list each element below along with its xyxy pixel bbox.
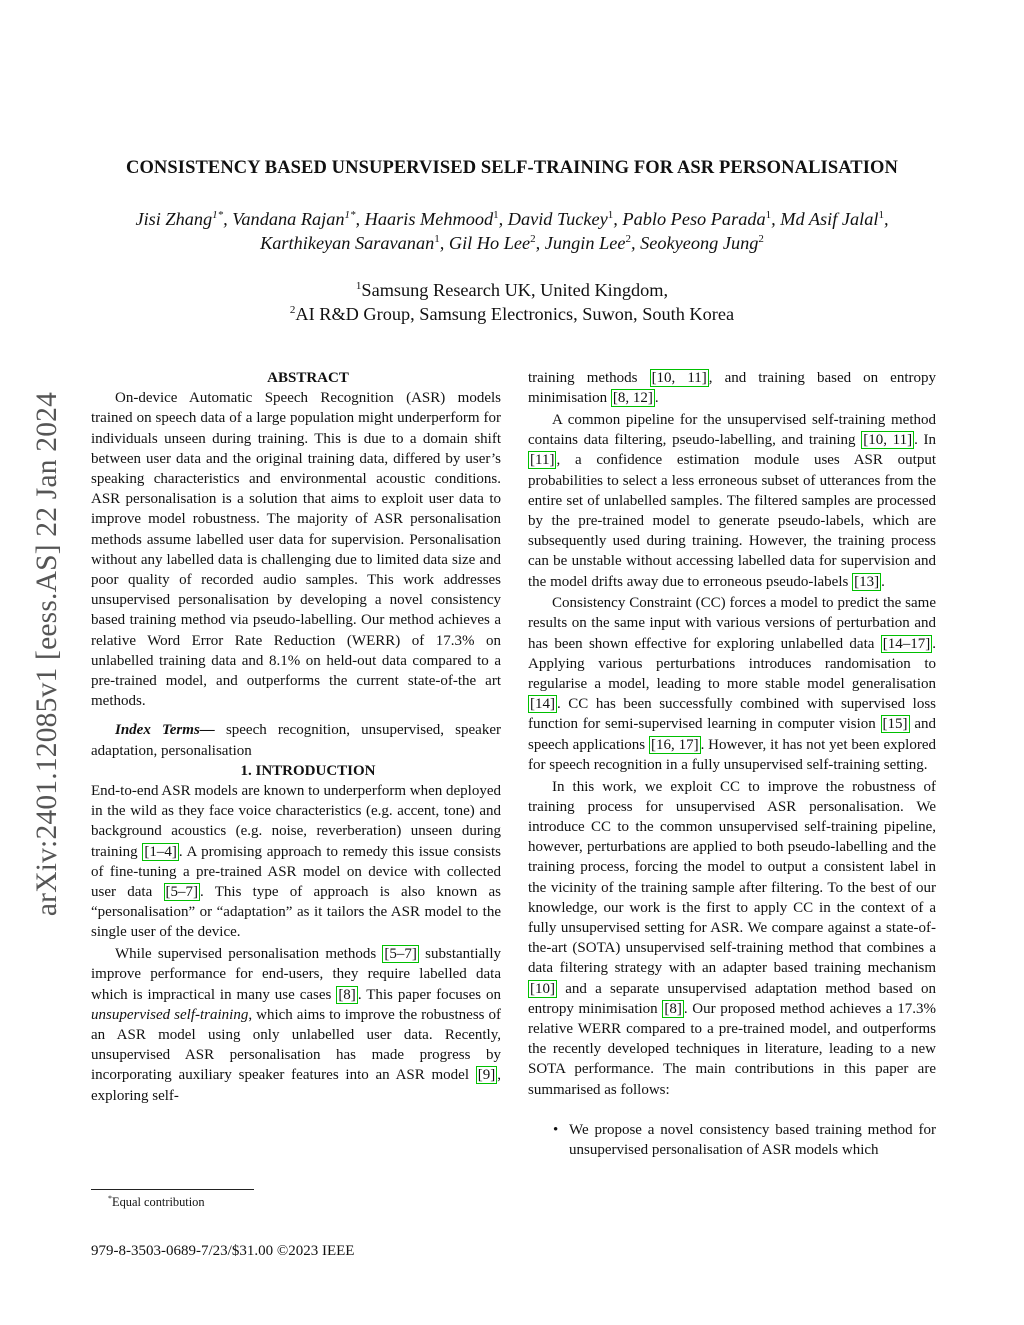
text-run: . This type of approach is also known as “personalisation” or “adaptation” as it tailors the ASR model to the single user of the device.: [91, 884, 501, 941]
author-separator: ,: [498, 209, 508, 229]
author-name: Haaris Mehmood: [364, 209, 494, 229]
abstract-text: On-device Automatic Speech Recognition (ASR) models trained on speech data of a large population might underperform for individuals unseen during training. This is due to a domain shift between user data and the original training data, differed by user’s speaking characteristics and environmental acoustic conditions. ASR personalisation is a solution that aims to exploit user data to improve model robustness. The majority of ASR personalisation methods assume labelled user data for supervision. Personalisation without any labelled data is challenging due to limited data size and poor quality of recorded audio samples. This work addresses unsupervised personalisation by developing a novel consistency based training method via pseudo-labelling. Our method achieves a relative Word Error Rate Reduction (WERR) of 17.3% on unlabelled training data and 8.1% on held-out data compared to a pre-trained model, and outperforms the current state-of-the art methods.: [91, 390, 501, 710]
affiliation-text: AI R&D Group, Samsung Electronics, Suwon, South Korea: [295, 304, 735, 324]
author-separator: ,: [223, 209, 233, 229]
text-run: .: [654, 390, 659, 407]
author-name: Karthikeyan Saravanan: [260, 233, 435, 253]
citation-link[interactable]: [11]: [530, 452, 555, 469]
intro-paragraph-4: [528, 593, 936, 775]
arxiv-identifier-stamp: arXiv:2401.12085v1 [eess.AS] 22 Jan 2024: [31, 391, 63, 917]
citation-link[interactable]: [8]: [338, 986, 356, 1003]
author-mark: 1: [493, 209, 499, 221]
author-mark: 1: [607, 209, 614, 221]
author-name: Jisi Zhang: [135, 209, 213, 229]
footnote: [108, 1195, 205, 1210]
contributions-list: [528, 1120, 936, 1160]
copyright-notice: 979-8-3503-0689-7/23/$31.00 ©2023 IEEE: [91, 1243, 355, 1259]
author-mark: 1: [878, 209, 884, 221]
text-run: .: [881, 573, 885, 590]
text-run: , exploring self-: [91, 1067, 501, 1104]
index-terms: [91, 720, 501, 760]
citation-link[interactable]: [15]: [882, 716, 908, 733]
abstract-heading: ABSTRACT: [267, 370, 349, 386]
author-name: Gil Ho Lee: [448, 233, 531, 253]
index-terms-label: Index Terms—: [115, 722, 215, 739]
citation-link[interactable]: [5–7]: [165, 884, 198, 901]
text-run: . This paper focuses on: [357, 986, 501, 1003]
author-mark: 1*: [344, 209, 356, 221]
bullet-icon: •: [553, 1121, 559, 1138]
author-name: David Tuckey: [507, 209, 608, 229]
author-name: Seokyeong Jung: [640, 233, 759, 253]
author-separator: ,: [355, 209, 365, 229]
citation-link[interactable]: [14]: [530, 696, 555, 713]
footnote-text: Equal contribution: [112, 1195, 205, 1209]
citation-link[interactable]: [13]: [854, 573, 880, 590]
paper-title: CONSISTENCY BASED UNSUPERVISED SELF-TRAINING FOR ASR PERSONALISATION: [125, 158, 898, 178]
author-mark: 2: [758, 233, 764, 245]
emphasis-text: unsupervised self-training: [91, 1006, 249, 1023]
author-name: Vandana Rajan: [232, 209, 345, 229]
intro-paragraph-2: [91, 944, 501, 1106]
affiliation-text: Samsung Research UK, United Kingdom,: [361, 280, 669, 300]
left-column: [91, 368, 501, 1106]
text-run: . Our proposed method achieves a 17.3% relative WERR compared to a pre-trained model, and outperforms the recently developed techniques in literature, leading to a new SOTA performance. The main contributions in this paper are summarised as follows:: [528, 1000, 936, 1098]
author-separator: ,: [631, 233, 641, 253]
intro-paragraph-continued: [528, 368, 936, 408]
intro-paragraph-1: [91, 781, 501, 943]
author-mark: 1: [765, 209, 772, 221]
text-run: and speech applications: [528, 716, 936, 753]
introduction-heading: 1. INTRODUCTION: [240, 762, 376, 779]
text-run: and a separate unsupervised adaptation method based on entropy minimisation: [528, 980, 936, 1017]
author-mark: 1: [434, 233, 440, 245]
contribution-text: We propose a novel consistency based training method for unsupervised personalisation of ASR models which: [569, 1121, 936, 1159]
footnote-divider: [91, 1189, 254, 1190]
contribution-item: [528, 1120, 936, 1160]
affiliation-mark: 1: [355, 280, 362, 292]
citation-link[interactable]: [5–7]: [384, 946, 417, 963]
author-separator: ,: [883, 209, 889, 229]
footnote-mark: *: [108, 1194, 112, 1203]
text-run: End-to-end ASR models are known to underperform when deployed in the wild as they face voice characteristics (e.g. accent, tone) and background acoustics (e.g. noise, reverberation) unseen during training: [91, 783, 501, 860]
citation-link[interactable]: [8, 12]: [612, 390, 653, 407]
right-column: [528, 368, 936, 1160]
text-run: , which aims to improve the robustness of an ASR model using only unlabelled user data. Recently, unsupervised ASR personalisation has made progress by incorporating auxiliary speaker features into an ASR model: [91, 1006, 501, 1084]
text-run: training methods: [528, 370, 650, 386]
citation-link[interactable]: [9]: [477, 1067, 496, 1084]
citation-link[interactable]: [16, 17]: [650, 736, 699, 753]
affiliation-list: [60, 278, 964, 326]
author-name: Jungin Lee: [544, 233, 626, 253]
text-run: . A promising approach to remedy this issue consists of fine-tuning a pre-trained ASR model on device with collected user data: [91, 843, 501, 901]
index-terms-text: speech recognition, unsupervised, speaker adaptation, personalisation: [91, 722, 501, 759]
text-run: . CC has been successfully combined with supervised loss function for semi-supervised learning in computer vision: [528, 696, 936, 733]
text-run: . However, it has not yet been explored for speech recognition in a fully unsupervised self-training setting.: [528, 736, 936, 773]
citation-link[interactable]: [10, 11]: [863, 432, 913, 449]
citation-link[interactable]: [14–17]: [882, 635, 931, 652]
author-name: Pablo Peso Parada: [622, 209, 766, 229]
citation-link[interactable]: [10]: [530, 980, 555, 997]
author-list: [60, 207, 964, 255]
author-mark: 2: [625, 233, 631, 245]
citation-link[interactable]: [8]: [664, 1000, 682, 1017]
affiliation-line: [60, 302, 964, 326]
author-separator: ,: [613, 209, 623, 229]
author-mark: 1*: [212, 209, 224, 221]
citation-link[interactable]: [10, 11]: [651, 370, 707, 386]
citation-link[interactable]: [1–4]: [144, 843, 177, 860]
author-separator: ,: [439, 233, 449, 253]
intro-paragraph-3: [528, 410, 936, 592]
text-run: While supervised personalisation methods: [115, 946, 383, 963]
author-mark: 2: [530, 233, 536, 245]
text-run: , and training based on entropy minimisation: [528, 370, 936, 407]
text-run: In this work, we exploit CC to improve the robustness of training process for unsupervised ASR personalisation. We introduce CC to the common unsupervised self-training pipeline, however, perturbations are applied to both pseudo-labelling and the training process, forcing the model to output a consistent label in the vicinity of the training sample after filtering. To the best of our knowledge, our work is the first to apply CC in the context of a fully unsupervised setting for ASR. We compare against a state-of-the-art (SOTA) unsupervised self-training method that combines a data filtering strategy with an adapter based training mechanism: [528, 778, 936, 977]
author-separator: ,: [771, 209, 781, 229]
text-run: . Applying various perturbations introduces randomisation to regularise a model, leading to more stable model generalisation: [528, 635, 936, 693]
text-run: substantially improve performance for end-users, they require labelled data which is impractical in many use cases: [91, 946, 501, 1003]
author-name: Md Asif Jalal: [780, 209, 879, 229]
author-line: [60, 207, 964, 231]
author-line: [60, 231, 964, 255]
author-separator: ,: [535, 233, 545, 253]
affiliation-line: [60, 278, 964, 302]
affiliation-mark: 2: [289, 304, 296, 316]
text-run: . In: [914, 432, 937, 449]
text-run: Consistency Constraint (CC) forces a model to predict the same results on the same input with various versions of perturbation and has been shown effective for exploring unlabelled data: [528, 595, 936, 652]
text-run: , a confidence estimation module uses ASR output probabilities to select a less erroneous subset of utterances from the entire set of unlabelled samples. The filtered samples are processed by the pre-trained model to generate pseudo-labels, which are subsequently used during training. However, the training process can be unstable without accessing labelled data for supervision and the model drifts away due to erroneous pseudo-labels: [528, 452, 936, 590]
text-run: A common pipeline for the unsupervised self-training method contains data filtering, pseudo-labelling, and training: [528, 411, 936, 449]
intro-paragraph-5: [528, 777, 936, 1100]
